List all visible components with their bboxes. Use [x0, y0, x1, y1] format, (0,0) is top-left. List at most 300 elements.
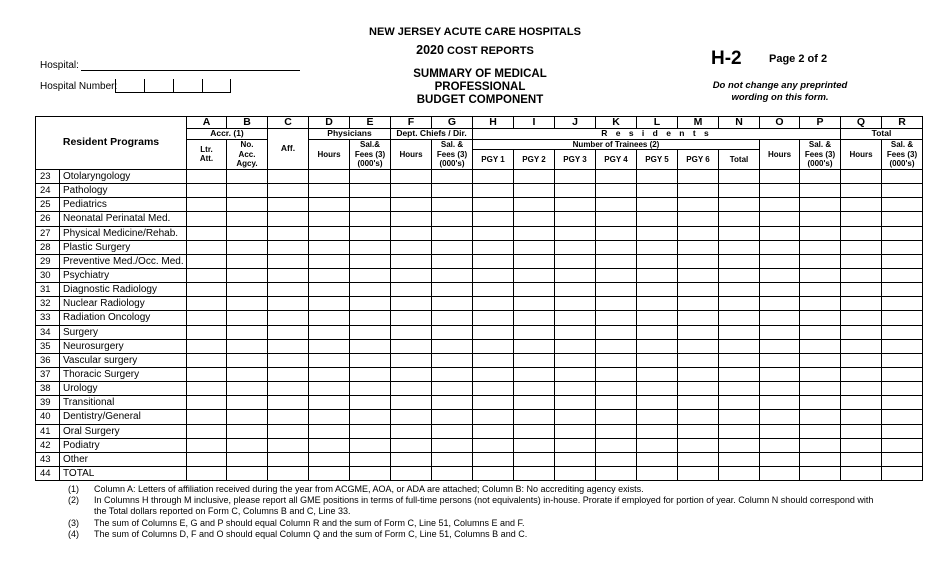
entry-cell[interactable]	[514, 184, 555, 198]
entry-cell[interactable]	[596, 283, 637, 297]
entry-cell[interactable]	[596, 311, 637, 325]
entry-cell[interactable]	[800, 325, 841, 339]
entry-cell[interactable]	[227, 198, 268, 212]
entry-cell[interactable]	[432, 325, 473, 339]
entry-cell[interactable]	[187, 212, 227, 226]
entry-cell[interactable]	[350, 254, 391, 268]
entry-cell[interactable]	[719, 311, 760, 325]
entry-cell[interactable]	[800, 226, 841, 240]
entry-cell[interactable]	[514, 311, 555, 325]
entry-cell[interactable]	[841, 367, 882, 381]
entry-cell[interactable]	[882, 184, 923, 198]
entry-cell[interactable]	[309, 396, 350, 410]
entry-cell[interactable]	[555, 396, 596, 410]
entry-cell[interactable]	[841, 438, 882, 452]
entry-cell[interactable]	[637, 424, 678, 438]
entry-cell[interactable]	[432, 184, 473, 198]
entry-cell[interactable]	[719, 184, 760, 198]
entry-cell[interactable]	[391, 170, 432, 184]
entry-cell[interactable]	[555, 339, 596, 353]
entry-cell[interactable]	[637, 212, 678, 226]
entry-cell[interactable]	[227, 226, 268, 240]
entry-cell[interactable]	[432, 226, 473, 240]
entry-cell[interactable]	[719, 452, 760, 466]
entry-cell[interactable]	[227, 339, 268, 353]
entry-cell[interactable]	[555, 438, 596, 452]
entry-cell[interactable]	[350, 311, 391, 325]
entry-cell[interactable]	[473, 353, 514, 367]
entry-cell[interactable]	[800, 212, 841, 226]
entry-cell[interactable]	[800, 438, 841, 452]
entry-cell[interactable]	[678, 268, 719, 282]
entry-cell[interactable]	[800, 170, 841, 184]
entry-cell[interactable]	[187, 325, 227, 339]
entry-cell[interactable]	[760, 339, 800, 353]
entry-cell[interactable]	[882, 396, 923, 410]
entry-cell[interactable]	[841, 311, 882, 325]
entry-cell[interactable]	[268, 424, 309, 438]
entry-cell[interactable]	[432, 212, 473, 226]
entry-cell[interactable]	[473, 283, 514, 297]
entry-cell[interactable]	[309, 254, 350, 268]
entry-cell[interactable]	[719, 283, 760, 297]
entry-cell[interactable]	[432, 311, 473, 325]
entry-cell[interactable]	[227, 424, 268, 438]
entry-cell[interactable]	[268, 353, 309, 367]
entry-cell[interactable]	[473, 438, 514, 452]
entry-cell[interactable]	[760, 212, 800, 226]
entry-cell[interactable]	[719, 240, 760, 254]
entry-cell[interactable]	[637, 367, 678, 381]
entry-cell[interactable]	[637, 268, 678, 282]
entry-cell[interactable]	[555, 410, 596, 424]
entry-cell[interactable]	[760, 268, 800, 282]
entry-cell[interactable]	[555, 170, 596, 184]
entry-cell[interactable]	[473, 254, 514, 268]
entry-cell[interactable]	[432, 396, 473, 410]
entry-cell[interactable]	[391, 353, 432, 367]
entry-cell[interactable]	[514, 240, 555, 254]
entry-cell[interactable]	[309, 424, 350, 438]
entry-cell[interactable]	[882, 226, 923, 240]
entry-cell[interactable]	[841, 353, 882, 367]
entry-cell[interactable]	[227, 452, 268, 466]
entry-cell[interactable]	[841, 382, 882, 396]
entry-cell[interactable]	[473, 212, 514, 226]
entry-cell[interactable]	[350, 367, 391, 381]
entry-cell[interactable]	[800, 254, 841, 268]
entry-cell[interactable]	[309, 297, 350, 311]
entry-cell[interactable]	[555, 452, 596, 466]
entry-cell[interactable]	[309, 438, 350, 452]
entry-cell[interactable]	[637, 466, 678, 480]
entry-cell[interactable]	[268, 382, 309, 396]
entry-cell[interactable]	[637, 170, 678, 184]
entry-cell[interactable]	[187, 466, 227, 480]
entry-cell[interactable]	[187, 283, 227, 297]
entry-cell[interactable]	[309, 452, 350, 466]
entry-cell[interactable]	[268, 396, 309, 410]
entry-cell[interactable]	[432, 339, 473, 353]
entry-cell[interactable]	[187, 339, 227, 353]
entry-cell[interactable]	[268, 339, 309, 353]
entry-cell[interactable]	[350, 339, 391, 353]
entry-cell[interactable]	[637, 240, 678, 254]
entry-cell[interactable]	[391, 410, 432, 424]
entry-cell[interactable]	[473, 226, 514, 240]
entry-cell[interactable]	[309, 325, 350, 339]
entry-cell[interactable]	[555, 311, 596, 325]
entry-cell[interactable]	[760, 254, 800, 268]
entry-cell[interactable]	[309, 466, 350, 480]
entry-cell[interactable]	[309, 184, 350, 198]
entry-cell[interactable]	[268, 452, 309, 466]
entry-cell[interactable]	[637, 283, 678, 297]
entry-cell[interactable]	[391, 226, 432, 240]
entry-cell[interactable]	[473, 170, 514, 184]
entry-cell[interactable]	[227, 268, 268, 282]
entry-cell[interactable]	[309, 367, 350, 381]
entry-cell[interactable]	[800, 466, 841, 480]
entry-cell[interactable]	[800, 367, 841, 381]
entry-cell[interactable]	[227, 438, 268, 452]
entry-cell[interactable]	[187, 170, 227, 184]
entry-cell[interactable]	[473, 396, 514, 410]
entry-cell[interactable]	[760, 283, 800, 297]
entry-cell[interactable]	[268, 283, 309, 297]
entry-cell[interactable]	[678, 396, 719, 410]
entry-cell[interactable]	[719, 268, 760, 282]
entry-cell[interactable]	[637, 353, 678, 367]
entry-cell[interactable]	[309, 382, 350, 396]
entry-cell[interactable]	[882, 410, 923, 424]
entry-cell[interactable]	[391, 452, 432, 466]
entry-cell[interactable]	[227, 240, 268, 254]
entry-cell[interactable]	[841, 198, 882, 212]
entry-cell[interactable]	[555, 240, 596, 254]
entry-cell[interactable]	[227, 170, 268, 184]
entry-cell[interactable]	[760, 353, 800, 367]
entry-cell[interactable]	[227, 184, 268, 198]
entry-cell[interactable]	[473, 424, 514, 438]
entry-cell[interactable]	[678, 438, 719, 452]
entry-cell[interactable]	[800, 283, 841, 297]
entry-cell[interactable]	[678, 297, 719, 311]
entry-cell[interactable]	[841, 424, 882, 438]
entry-cell[interactable]	[187, 226, 227, 240]
entry-cell[interactable]	[596, 438, 637, 452]
entry-cell[interactable]	[637, 382, 678, 396]
entry-cell[interactable]	[514, 410, 555, 424]
entry-cell[interactable]	[719, 226, 760, 240]
entry-cell[interactable]	[514, 396, 555, 410]
entry-cell[interactable]	[473, 184, 514, 198]
hospital-number-box[interactable]	[173, 79, 202, 92]
entry-cell[interactable]	[841, 339, 882, 353]
entry-cell[interactable]	[760, 240, 800, 254]
entry-cell[interactable]	[227, 297, 268, 311]
entry-cell[interactable]	[882, 452, 923, 466]
entry-cell[interactable]	[841, 226, 882, 240]
entry-cell[interactable]	[678, 283, 719, 297]
entry-cell[interactable]	[882, 353, 923, 367]
entry-cell[interactable]	[841, 240, 882, 254]
entry-cell[interactable]	[432, 438, 473, 452]
entry-cell[interactable]	[637, 297, 678, 311]
entry-cell[interactable]	[719, 212, 760, 226]
entry-cell[interactable]	[678, 410, 719, 424]
entry-cell[interactable]	[760, 396, 800, 410]
entry-cell[interactable]	[514, 367, 555, 381]
entry-cell[interactable]	[350, 240, 391, 254]
entry-cell[interactable]	[268, 297, 309, 311]
entry-cell[interactable]	[391, 254, 432, 268]
entry-cell[interactable]	[637, 438, 678, 452]
entry-cell[interactable]	[678, 226, 719, 240]
entry-cell[interactable]	[596, 452, 637, 466]
entry-cell[interactable]	[187, 452, 227, 466]
entry-cell[interactable]	[473, 297, 514, 311]
entry-cell[interactable]	[678, 339, 719, 353]
entry-cell[interactable]	[350, 170, 391, 184]
entry-cell[interactable]	[555, 283, 596, 297]
entry-cell[interactable]	[514, 339, 555, 353]
entry-cell[interactable]	[432, 424, 473, 438]
entry-cell[interactable]	[187, 254, 227, 268]
entry-cell[interactable]	[391, 311, 432, 325]
entry-cell[interactable]	[514, 382, 555, 396]
entry-cell[interactable]	[391, 396, 432, 410]
entry-cell[interactable]	[719, 325, 760, 339]
entry-cell[interactable]	[882, 466, 923, 480]
entry-cell[interactable]	[227, 466, 268, 480]
entry-cell[interactable]	[391, 283, 432, 297]
entry-cell[interactable]	[882, 297, 923, 311]
entry-cell[interactable]	[678, 198, 719, 212]
entry-cell[interactable]	[596, 339, 637, 353]
entry-cell[interactable]	[227, 283, 268, 297]
entry-cell[interactable]	[350, 184, 391, 198]
entry-cell[interactable]	[596, 396, 637, 410]
entry-cell[interactable]	[719, 438, 760, 452]
entry-cell[interactable]	[596, 382, 637, 396]
entry-cell[interactable]	[268, 466, 309, 480]
entry-cell[interactable]	[268, 184, 309, 198]
entry-cell[interactable]	[473, 198, 514, 212]
entry-cell[interactable]	[432, 452, 473, 466]
entry-cell[interactable]	[432, 240, 473, 254]
entry-cell[interactable]	[555, 424, 596, 438]
hospital-number-field[interactable]	[115, 79, 231, 93]
entry-cell[interactable]	[800, 396, 841, 410]
entry-cell[interactable]	[268, 410, 309, 424]
entry-cell[interactable]	[841, 184, 882, 198]
entry-cell[interactable]	[719, 170, 760, 184]
entry-cell[interactable]	[882, 424, 923, 438]
entry-cell[interactable]	[800, 353, 841, 367]
entry-cell[interactable]	[719, 410, 760, 424]
entry-cell[interactable]	[187, 240, 227, 254]
entry-cell[interactable]	[555, 367, 596, 381]
entry-cell[interactable]	[596, 226, 637, 240]
entry-cell[interactable]	[309, 226, 350, 240]
entry-cell[interactable]	[637, 226, 678, 240]
entry-cell[interactable]	[596, 268, 637, 282]
entry-cell[interactable]	[514, 268, 555, 282]
entry-cell[interactable]	[760, 184, 800, 198]
entry-cell[interactable]	[514, 452, 555, 466]
entry-cell[interactable]	[350, 297, 391, 311]
entry-cell[interactable]	[391, 382, 432, 396]
entry-cell[interactable]	[678, 311, 719, 325]
entry-cell[interactable]	[841, 170, 882, 184]
entry-cell[interactable]	[719, 254, 760, 268]
entry-cell[interactable]	[391, 438, 432, 452]
entry-cell[interactable]	[391, 325, 432, 339]
entry-cell[interactable]	[760, 367, 800, 381]
entry-cell[interactable]	[841, 297, 882, 311]
entry-cell[interactable]	[800, 198, 841, 212]
entry-cell[interactable]	[391, 198, 432, 212]
entry-cell[interactable]	[596, 325, 637, 339]
entry-cell[interactable]	[268, 226, 309, 240]
entry-cell[interactable]	[391, 212, 432, 226]
entry-cell[interactable]	[514, 170, 555, 184]
entry-cell[interactable]	[841, 466, 882, 480]
entry-cell[interactable]	[514, 466, 555, 480]
entry-cell[interactable]	[555, 254, 596, 268]
entry-cell[interactable]	[391, 240, 432, 254]
entry-cell[interactable]	[841, 325, 882, 339]
entry-cell[interactable]	[760, 438, 800, 452]
entry-cell[interactable]	[514, 254, 555, 268]
entry-cell[interactable]	[637, 198, 678, 212]
entry-cell[interactable]	[555, 184, 596, 198]
entry-cell[interactable]	[882, 283, 923, 297]
entry-cell[interactable]	[227, 382, 268, 396]
entry-cell[interactable]	[637, 325, 678, 339]
entry-cell[interactable]	[391, 297, 432, 311]
entry-cell[interactable]	[268, 170, 309, 184]
entry-cell[interactable]	[637, 452, 678, 466]
entry-cell[interactable]	[350, 353, 391, 367]
entry-cell[interactable]	[555, 212, 596, 226]
entry-cell[interactable]	[596, 198, 637, 212]
entry-cell[interactable]	[514, 325, 555, 339]
entry-cell[interactable]	[678, 353, 719, 367]
entry-cell[interactable]	[760, 198, 800, 212]
entry-cell[interactable]	[678, 240, 719, 254]
entry-cell[interactable]	[596, 240, 637, 254]
entry-cell[interactable]	[800, 424, 841, 438]
entry-cell[interactable]	[719, 339, 760, 353]
entry-cell[interactable]	[432, 466, 473, 480]
entry-cell[interactable]	[350, 212, 391, 226]
entry-cell[interactable]	[350, 424, 391, 438]
entry-cell[interactable]	[432, 297, 473, 311]
entry-cell[interactable]	[268, 268, 309, 282]
entry-cell[interactable]	[473, 311, 514, 325]
entry-cell[interactable]	[514, 226, 555, 240]
entry-cell[interactable]	[555, 466, 596, 480]
hospital-number-box[interactable]	[144, 79, 173, 92]
entry-cell[interactable]	[678, 184, 719, 198]
entry-cell[interactable]	[187, 410, 227, 424]
hospital-number-box[interactable]	[115, 79, 144, 92]
entry-cell[interactable]	[596, 254, 637, 268]
entry-cell[interactable]	[637, 396, 678, 410]
entry-cell[interactable]	[187, 297, 227, 311]
entry-cell[interactable]	[596, 184, 637, 198]
entry-cell[interactable]	[719, 198, 760, 212]
entry-cell[interactable]	[596, 367, 637, 381]
entry-cell[interactable]	[268, 311, 309, 325]
entry-cell[interactable]	[637, 410, 678, 424]
entry-cell[interactable]	[309, 339, 350, 353]
entry-cell[interactable]	[678, 424, 719, 438]
entry-cell[interactable]	[882, 367, 923, 381]
entry-cell[interactable]	[187, 268, 227, 282]
entry-cell[interactable]	[227, 396, 268, 410]
entry-cell[interactable]	[882, 240, 923, 254]
entry-cell[interactable]	[227, 367, 268, 381]
hospital-number-box[interactable]	[202, 79, 231, 92]
entry-cell[interactable]	[882, 325, 923, 339]
entry-cell[interactable]	[268, 438, 309, 452]
entry-cell[interactable]	[309, 268, 350, 282]
entry-cell[interactable]	[555, 198, 596, 212]
entry-cell[interactable]	[555, 353, 596, 367]
entry-cell[interactable]	[350, 283, 391, 297]
entry-cell[interactable]	[268, 325, 309, 339]
entry-cell[interactable]	[187, 311, 227, 325]
entry-cell[interactable]	[637, 339, 678, 353]
entry-cell[interactable]	[760, 170, 800, 184]
entry-cell[interactable]	[555, 382, 596, 396]
entry-cell[interactable]	[268, 240, 309, 254]
entry-cell[interactable]	[473, 367, 514, 381]
entry-cell[interactable]	[309, 311, 350, 325]
entry-cell[interactable]	[350, 325, 391, 339]
entry-cell[interactable]	[882, 170, 923, 184]
entry-cell[interactable]	[309, 240, 350, 254]
entry-cell[interactable]	[350, 466, 391, 480]
entry-cell[interactable]	[678, 452, 719, 466]
entry-cell[interactable]	[760, 410, 800, 424]
entry-cell[interactable]	[841, 254, 882, 268]
entry-cell[interactable]	[309, 198, 350, 212]
entry-cell[interactable]	[882, 339, 923, 353]
entry-cell[interactable]	[719, 424, 760, 438]
entry-cell[interactable]	[596, 410, 637, 424]
entry-cell[interactable]	[514, 198, 555, 212]
entry-cell[interactable]	[678, 212, 719, 226]
entry-cell[interactable]	[514, 283, 555, 297]
entry-cell[interactable]	[637, 254, 678, 268]
entry-cell[interactable]	[760, 466, 800, 480]
entry-cell[interactable]	[719, 382, 760, 396]
entry-cell[interactable]	[350, 226, 391, 240]
entry-cell[interactable]	[514, 297, 555, 311]
entry-cell[interactable]	[227, 353, 268, 367]
entry-cell[interactable]	[391, 424, 432, 438]
entry-cell[interactable]	[473, 339, 514, 353]
entry-cell[interactable]	[227, 325, 268, 339]
entry-cell[interactable]	[678, 382, 719, 396]
entry-cell[interactable]	[473, 410, 514, 424]
entry-cell[interactable]	[187, 198, 227, 212]
entry-cell[interactable]	[309, 212, 350, 226]
